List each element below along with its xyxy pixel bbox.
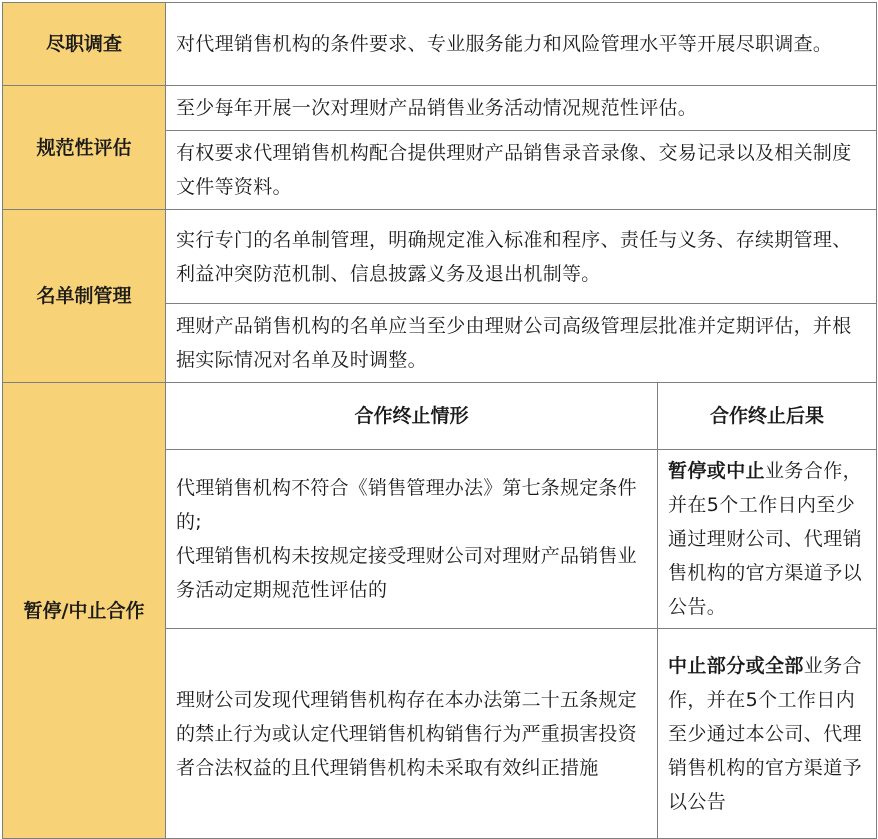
list-management-text-1: 实行专门的名单制管理，明确规定准入标准和程序、责任与义务、存续期管理、利益冲突防范机制、信息披露义务及退出机制等。 <box>166 210 877 304</box>
policy-table <box>2 2 877 839</box>
consequence-case-2-text: 业务合作，并在5个工作日内至少通过本公司、代理销售机构的官方渠道予以公告 <box>668 654 863 813</box>
consequence-case-1 <box>658 450 877 629</box>
list-management-text-2: 理财产品销售机构的名单应当至少由理财公司高级管理层批准并定期评估，并根据实际情况对名单及时调整。 <box>166 304 877 383</box>
normative-assessment-text-1: 至少每年开展一次对理财产品销售业务活动情况规范性评估。 <box>166 86 877 131</box>
consequence-case-1-bold: 暂停或中止 <box>668 460 766 482</box>
col-header-termination-consequence: 合作终止后果 <box>658 383 877 450</box>
col-header-termination-situation: 合作终止情形 <box>166 383 658 450</box>
termination-case-1-line-1: 代理销售机构不符合《销售管理办法》第七条规定条件的; <box>176 477 637 533</box>
normative-assessment-text-2: 有权要求代理销售机构配合提供理财产品销售录音录像、交易记录以及相关制度文件等资料。 <box>166 131 877 210</box>
termination-case-1-line-2: 代理销售机构未按规定接受理财公司对理财产品销售业务活动定期规范性评估的 <box>176 545 637 601</box>
row-head-normative-assessment: 规范性评估 <box>3 86 166 210</box>
consequence-case-2 <box>658 629 877 839</box>
row-head-list-management: 名单制管理 <box>3 210 166 383</box>
consequence-case-2-bold: 中止部分或全部 <box>668 654 804 677</box>
row-head-due-diligence: 尽职调查 <box>3 3 166 86</box>
termination-case-1 <box>166 450 658 629</box>
consequence-case-1-text: 业务合作，并在5个工作日内至少通过理财公司、代理销售机构的官方渠道予以公告。 <box>668 460 863 618</box>
termination-case-2: 理财公司发现代理销售机构存在本办法第二十五条规定的禁止行为或认定代理销售机构销售行为严重损害投资者合法权益的且代理销售机构未采取有效纠正措施 <box>166 629 658 839</box>
row-head-suspend-cooperation: 暂停/中止合作 <box>3 383 166 839</box>
due-diligence-text: 对代理销售机构的条件要求、专业服务能力和风险管理水平等开展尽职调查。 <box>166 3 877 86</box>
